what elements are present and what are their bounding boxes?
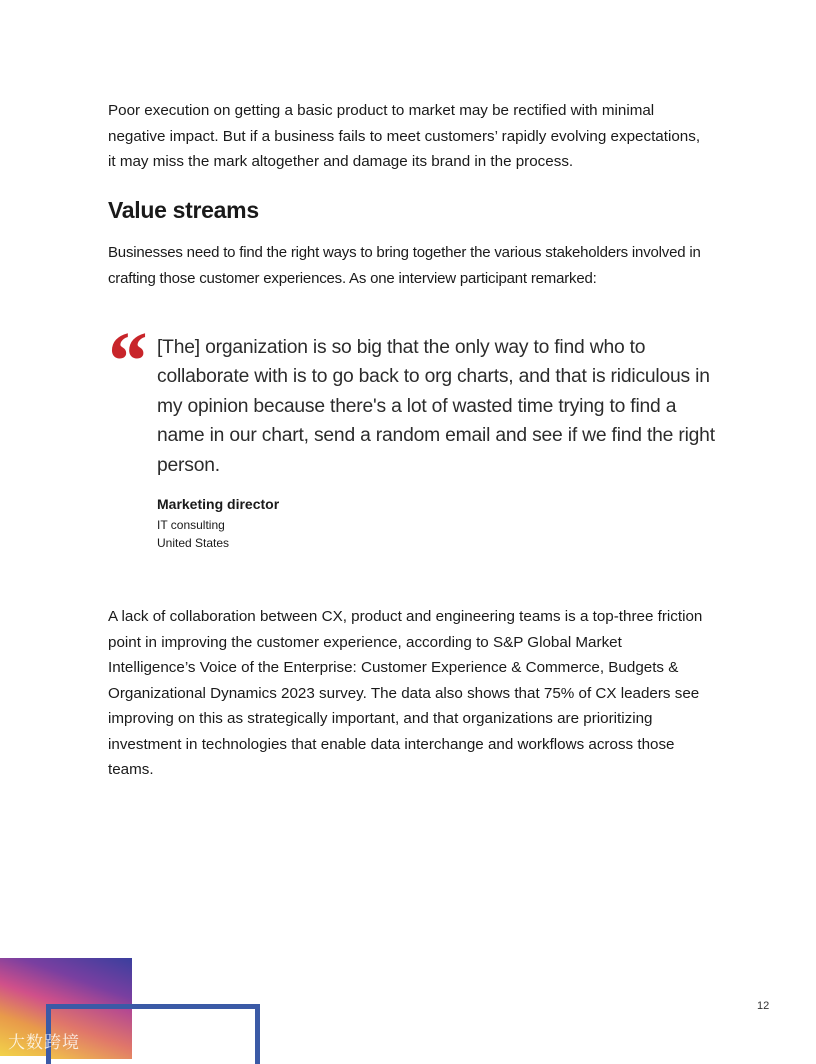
body-paragraph: A lack of collaboration between CX, product and engineering teams is a top-three friction point in improving the customer experience, according to S&P Global Market Intelligence’s Voice of the Enterprise: Customer Experience & Commerce, Budgets & Organizational Dynamics 2023 survey. The data also shows that 75% of CX leaders see improving on this as strategically important, and that organizations are prioritizing investment in technologies that enable data interchange and workflows across those teams.: [108, 608, 703, 778]
page-number: 12: [757, 1000, 770, 1012]
watermark-logo: 大数跨境: [8, 1033, 80, 1053]
quote-mark-icon: “: [104, 315, 146, 408]
section-lead-paragraph: Businesses need to find the right ways to bring together the various stakeholders involved in crafting those customer experiences. As one interview participant remarked:: [108, 244, 701, 287]
pull-quote: [The] organization is so big that the only way to find who to collaborate with is to go back to org charts, and that is ridiculous in my opinion because there's a lot of wasted time trying to find a name in our chart, send a random email and see if we find the right person.: [157, 337, 715, 476]
quote-attribution-name: Marketing director: [157, 496, 280, 512]
quote-attribution-industry: IT consulting: [157, 518, 225, 532]
quote-attribution-country: United States: [157, 536, 230, 550]
intro-paragraph: Poor execution on getting a basic product to market may be rectified with minimal negative impact. But if a business fails to meet customers’ rapidly evolving expectations, it may miss the mark altogether and damage its brand in the process.: [108, 102, 701, 170]
section-heading: Value streams: [108, 197, 259, 223]
